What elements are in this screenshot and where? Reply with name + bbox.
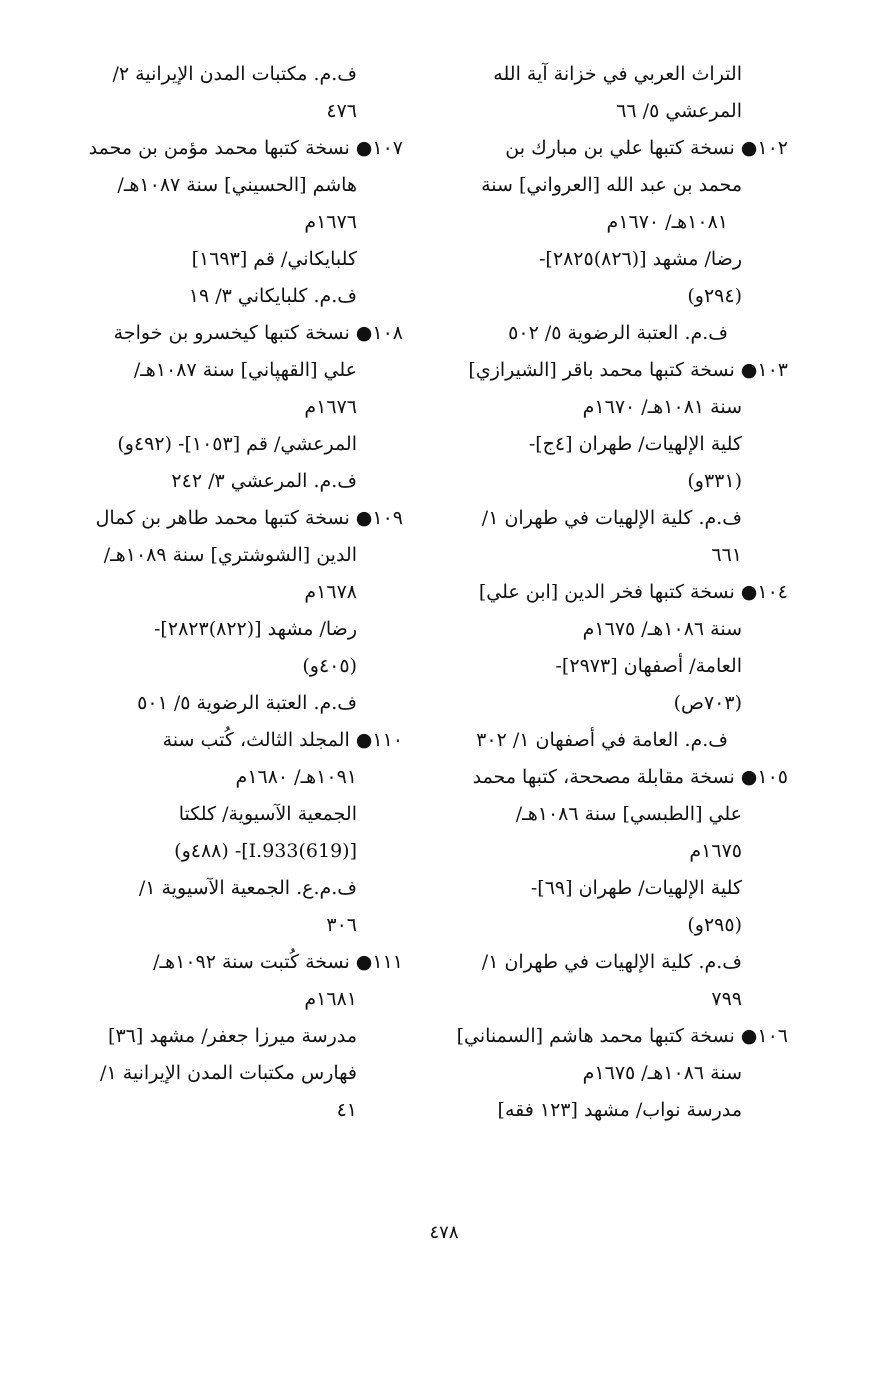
entry-heading-line: ١٠٨● نسخة كتبها كيخسرو بن خواجة	[113, 322, 403, 344]
text-line: المرعشي/ قم [١٠٥٣]- (٤٩٢و)	[117, 433, 357, 455]
text-line: سنة ١٠٨٦هـ/ ١٦٧٥م	[582, 618, 742, 640]
text-line: ف.م. المرعشي ٣/ ٢٤٢	[171, 470, 357, 492]
entry-heading-line: ١١١● نسخة كُتبت سنة ١٠٩٢هـ/	[153, 951, 403, 973]
text-line: رضا/ مشهد [(٨٢٦)٢٨٢٥]-	[539, 248, 742, 270]
left-text-column	[53, 56, 403, 1129]
text-line: (٤٠٥و)	[302, 655, 357, 677]
text-line: ١٦٧٦م	[304, 211, 357, 233]
text-line: ٤٧٦	[326, 100, 357, 122]
text-line: محمد بن عبد الله [العرواني] سنة	[481, 174, 742, 196]
text-line: ف.م. كلبايكاني ٣/ ١٩	[188, 285, 357, 307]
text-line: ف.م. كلية الإلهيات في طهران ١/	[481, 951, 742, 973]
entry-heading-line: ١٠٦● نسخة كتبها محمد هاشم [السمناني]	[456, 1025, 788, 1047]
text-line: هاشم [الحسيني] سنة ١٠٨٧هـ/	[117, 174, 357, 196]
text-line: كلية الإلهيات/ طهران [٤ج]-	[528, 433, 742, 455]
text-line: (٢٩٥و)	[687, 914, 742, 936]
entry-heading-line: ١٠٤● نسخة كتبها فخر الدين [ابن علي]	[478, 581, 788, 603]
text-line: (٢٩٤و)	[687, 285, 742, 307]
text-line: مدرسة نواب/ مشهد [١٢٣ فقه]	[497, 1099, 742, 1121]
text-line: علي [القهپاني] سنة ١٠٨٧هـ/	[133, 359, 357, 381]
text-line: سنة ١٠٨٦هـ/ ١٦٧٥م	[582, 1062, 742, 1084]
text-line: ٦٦١	[711, 544, 742, 566]
entry-heading-line: ١٠٣● نسخة كتبها محمد باقر [الشيرازي]	[468, 359, 788, 381]
text-line: ١٦٧٦م	[304, 396, 357, 418]
text-line: ف.م. العامة في أصفهان ١/ ٣٠٢	[476, 729, 728, 751]
text-line: ١٠٩١هـ/ ١٦٨٠م	[235, 766, 357, 788]
text-line: [I.933(619)]- (٤٨٨و)	[174, 840, 357, 862]
text-line: ف.م. العتبة الرضوية ٥/ ٥٠٢	[508, 322, 728, 344]
entry-heading-line: ١١٠● المجلد الثالث، كُتب سنة	[162, 729, 403, 751]
text-line: ف.م. العتبة الرضوية ٥/ ٥٠١	[137, 692, 357, 714]
text-line: الجمعية الآسيوية/ كلكتا	[178, 803, 357, 825]
text-line: ٣٠٦	[326, 914, 357, 936]
entry-heading-line: ١٠٢● نسخة كتبها علي بن مبارك بن	[505, 137, 788, 159]
entry-heading-line: ١٠٩● نسخة كتبها محمد طاهر بن كمال	[95, 507, 403, 529]
text-line: كلية الإلهيات/ طهران [٦٩]-	[530, 877, 742, 899]
text-line: ١٦٨١م	[304, 988, 357, 1010]
entry-heading-line: ١٠٥● نسخة مقابلة مصححة، كتبها محمد	[472, 766, 788, 788]
text-line: ١٠٨١هـ/ ١٦٧٠م	[606, 211, 728, 233]
text-line: فهارس مكتبات المدن الإيرانية ١/	[100, 1062, 357, 1084]
text-line: ف.م. كلية الإلهيات في طهران ١/	[481, 507, 742, 529]
text-line: ف.م. مكتبات المدن الإيرانية ٢/	[112, 63, 357, 85]
text-line: ١٦٧٨م	[304, 581, 357, 603]
text-line: الدين [الشوشتري] سنة ١٠٨٩هـ/	[103, 544, 357, 566]
text-line: العامة/ أصفهان [٢٩٧٣]-	[555, 655, 742, 677]
right-text-column	[443, 56, 788, 1129]
text-line: مدرسة ميرزا جعفر/ مشهد [٣٦]	[108, 1025, 357, 1047]
text-line: التراث العربي في خزانة آية الله	[493, 63, 742, 85]
text-line: ١٦٧٥م	[689, 840, 742, 862]
text-line: رضا/ مشهد [(٨٢٢)٢٨٢٣]-	[154, 618, 357, 640]
text-line: ف.م.ع. الجمعية الآسيوية ١/	[138, 877, 357, 899]
text-line: (٧٠٣ص)	[673, 692, 742, 714]
text-line: علي [الطبسي] سنة ١٠٨٦هـ/	[515, 803, 742, 825]
text-line: سنة ١٠٨١هـ/ ١٦٧٠م	[582, 396, 742, 418]
text-line: (٣٣١و)	[687, 470, 742, 492]
text-line: ٧٩٩	[711, 988, 742, 1010]
text-line: كلبايكاني/ قم [١٦٩٣]	[191, 248, 357, 270]
page-number: ٤٧٨	[429, 1222, 459, 1243]
text-line: ٤١	[336, 1099, 357, 1121]
entry-heading-line: ١٠٧● نسخة كتبها محمد مؤمن بن محمد	[88, 137, 403, 159]
text-line: المرعشي ٥/ ٦٦	[616, 100, 742, 122]
